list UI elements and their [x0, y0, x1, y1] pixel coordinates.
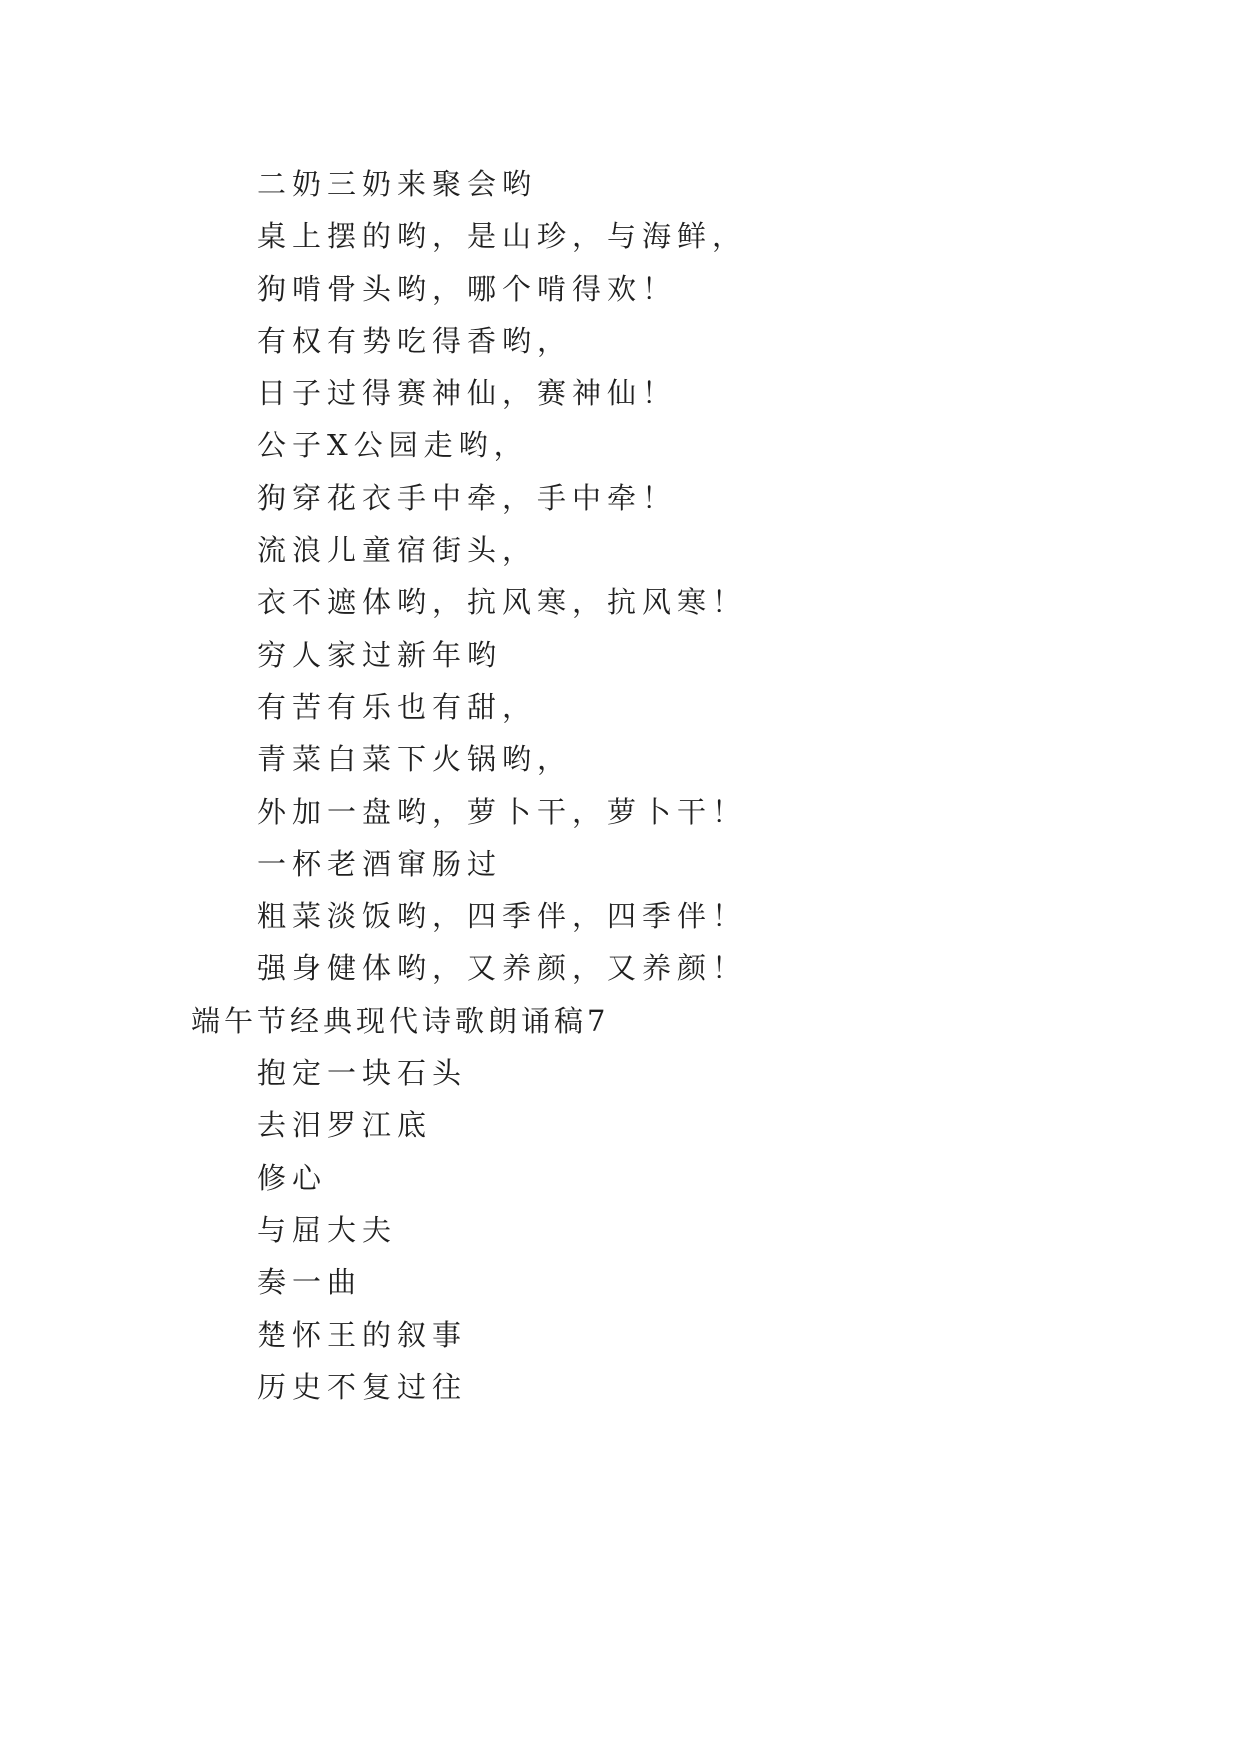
poem-line: 一杯老酒窜肠过: [257, 846, 503, 881]
poem-line: 二奶三奶来聚会哟: [257, 167, 538, 201]
poem-line: 抱定一块石头: [257, 1056, 468, 1091]
poem-line: 强身健体哟，又养颜，又养颜！: [257, 951, 748, 986]
poem-line: 修心: [257, 1160, 328, 1195]
poem-text-body: [0, 158, 1241, 1413]
poem-line: 历史不复过往: [257, 1369, 468, 1404]
poem-line: 日子过得赛神仙，赛神仙！: [257, 376, 678, 411]
poem-line: 粗菜淡饭哟，四季伴，四季伴！: [257, 899, 748, 934]
poem-line: 流浪儿童宿街头，: [257, 533, 538, 568]
poem-line: 公子X公园走哟，: [257, 428, 529, 463]
poem-line: 狗啃骨头哟，哪个啃得欢！: [257, 271, 678, 306]
section-heading: 端午节经典现代诗歌朗诵稿7: [191, 1003, 610, 1038]
poem-line: 奏一曲: [257, 1265, 363, 1300]
poem-line: 楚怀王的叙事: [257, 1317, 468, 1352]
poem-line: 狗穿花衣手中牵，手中牵！: [257, 480, 678, 515]
poem-line: 外加一盘哟，萝卜干，萝卜干！: [257, 794, 748, 829]
poem-line: 衣不遮体哟，抗风寒，抗风寒！: [257, 585, 748, 620]
poem-line: 穷人家过新年哟: [257, 637, 503, 672]
poem-line: 青菜白菜下火锅哟，: [257, 742, 573, 777]
poem-line: 桌上摆的哟，是山珍，与海鲜，: [257, 219, 748, 254]
poem-line: 有权有势吃得香哟，: [257, 323, 573, 358]
poem-line: 有苦有乐也有甜，: [257, 689, 538, 724]
poem-line: 与屈大夫: [257, 1212, 398, 1247]
poem-line: 去汨罗江底: [257, 1108, 433, 1143]
